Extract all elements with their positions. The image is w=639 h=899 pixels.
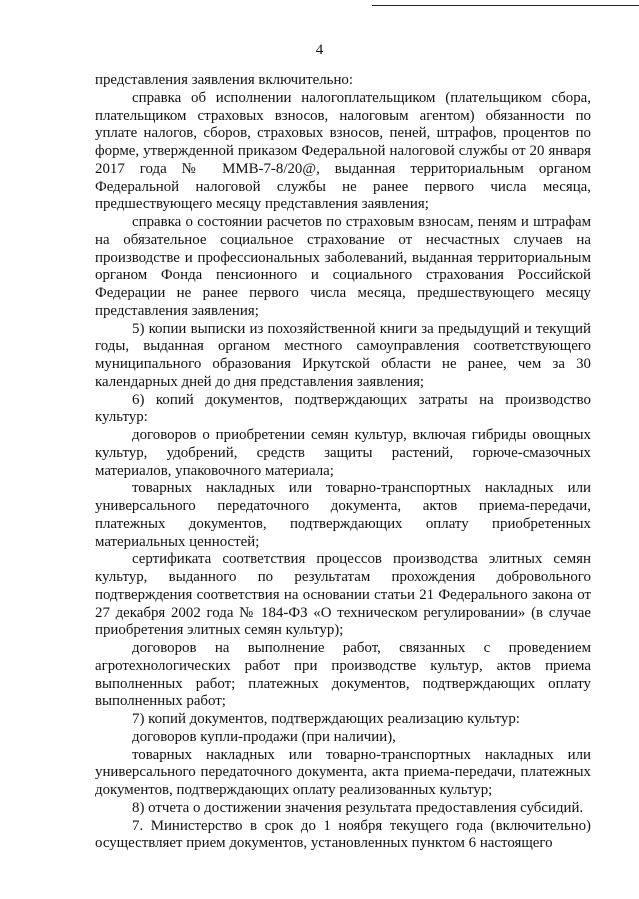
paragraph: договоров о приобретении семян культур, включая гибриды овощных культур, удобрений, средств защиты растений, горюче-смазочных материалов, упаковочного материала;: [95, 427, 591, 479]
paragraph: договоров купли-продажи (при наличии),: [132, 728, 396, 745]
paragraph: 8) отчета о достижении значения результата предоставления субсидий.: [132, 799, 584, 816]
page-number: 4: [315, 42, 324, 58]
paragraph: 7) копий документов, подтверждающих реализацию культур:: [132, 711, 520, 727]
paragraph: договоров на выполнение работ, связанных с проведением агротехнологических работ при производстве культур, актов приема выполненных работ; платежных документов, подтверждающих оплату выполненных работ;: [95, 640, 591, 710]
paragraph: представления заявления включительно:: [95, 72, 354, 88]
paragraph: товарных накладных или товарно-транспортных накладных или универсального передаточного документа, актов приема-передачи, платежных документов, подтверждающих оплату приобретенных материальных ценностей;: [95, 480, 591, 550]
paragraph: сертификата соответствия процессов производства элитных семян культур, выданного по результатам прохождения добровольного подтверждения соответствия на основании статьи 21 Федерального закона от 27 декабря 2002 года № 184-ФЗ «О техническом регулировании» (в случае приобретения элитных семян культур);: [95, 551, 591, 639]
paragraph: 5) копии выписки из похозяйственной книги за предыдущий и текущий годы, выданная органом местного самоуправления соответствующего муниципального образования Иркутской области не ранее, чем за 30 календарных дней до дня представления заявления;: [95, 320, 591, 390]
paragraph: товарных накладных или товарно-транспортных накладных или универсального передаточного документа, акта приема-передачи, платежных документов, подтверждающих оплату реализованных культур;: [95, 746, 591, 798]
top-rule: [372, 5, 639, 6]
paragraph: 6) копий документов, подтверждающих затраты на производство культур:: [95, 391, 591, 426]
paragraph: справка об исполнении налогоплательщиком (плательщиком сбора, плательщиком страховых взносов, налоговым агентом) обязанности по уплате налогов, сборов, страховых взносов, пеней, штрафов, процентов по форме, утвержденной приказом Федеральной налоговой службы от 20 января 2017 года № ММВ-7-8/20@, выданная территориальным органом Федеральной налоговой службы не ранее первого числа месяца, предшествующего месяцу представления заявления;: [95, 89, 591, 213]
paragraph: 7. Министерство в срок до 1 ноября текущего года (включительно) осуществляет прием документов, установленных пунктом 6 настоящего: [95, 817, 591, 852]
body-text: [95, 72, 591, 853]
paragraph: справка о состоянии расчетов по страховым взносам, пеням и штрафам на обязательное социальное страхование от несчастных случаев на производстве и профессиональных заболеваний, выданная территориальным органом Фонда пенсионного и социального страхования Российской Федерации не ранее первого числа месяца, предшествующего месяцу представления заявления;: [95, 214, 591, 319]
